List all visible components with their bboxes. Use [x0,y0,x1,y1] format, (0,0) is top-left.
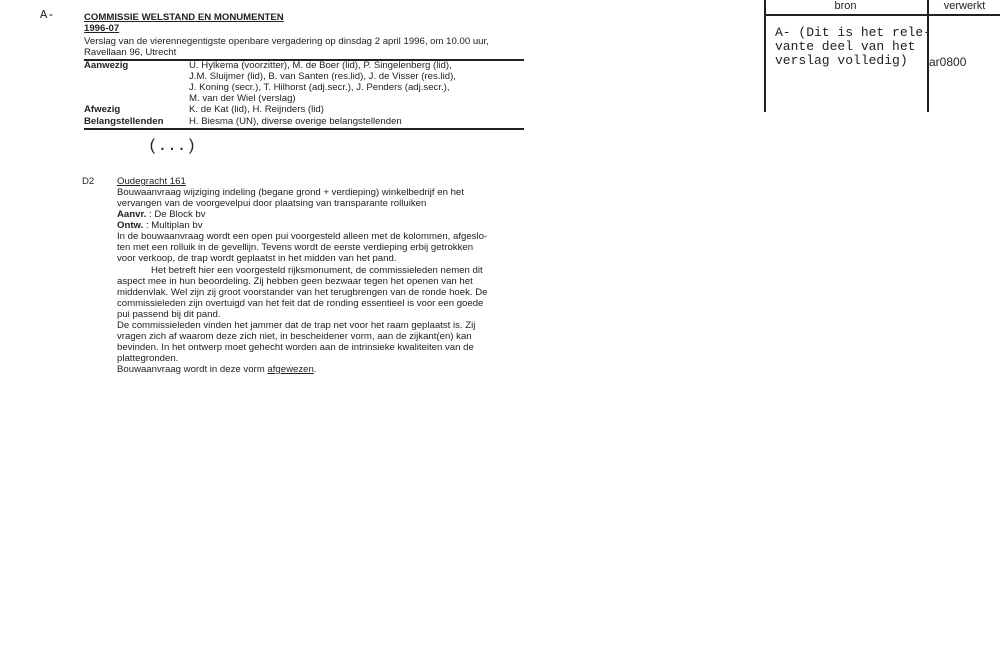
attendance-line: J. Koning (secr.), T. Hilhorst (adj.secr.), J. Penders (adj.secr.), [189,82,450,93]
designer-value: : Multiplan bv [145,220,203,231]
designer-label: Ontw. [117,220,144,231]
bron-line: A- (Dit is het rele- [775,25,932,40]
document-number: 1996-07 [84,23,120,34]
stakeholders-line: H. Biesma (UN), diverse overige belangstellenden [189,116,402,127]
column-header-bron: bron [834,0,857,12]
item-title: Oudegracht 161 [117,176,186,187]
divider [84,128,524,130]
table-border [764,14,1000,16]
column-header-verwerkt: verwerkt [943,0,986,12]
document-address: Ravellaan 96, Utrecht [84,47,177,58]
stakeholders-label: Belangstellenden [84,116,164,127]
attendance-line: J.M. Sluijmer (lid), B. van Santen (res.lid), J. de Visser (res.lid), [189,71,456,82]
document-subtitle: Verslag van de vierennegentigste openbare vergadering op dinsdag 2 april 1996, om 10.00 uur, [84,36,489,47]
table-border [764,0,766,112]
absent-line: K. de Kat (lid), H. Reijnders (lid) [189,104,324,115]
item-line: Bouwaanvraag wijziging indeling (begane grond + verdieping) winkelbedrijf en het [117,187,464,198]
bron-line: vante deel van het [775,39,916,54]
body-line: vragen zich af waarom deze zich niet, in bescheidener vorm, aan de zijkant(en) kan [117,331,472,342]
body-line: bevinden. In het ontwerp moet gehecht worden aan de intrinsieke kwaliteiten van de [117,342,474,353]
body-line: plattegronden. [117,353,179,364]
margin-marker: A- [40,8,55,22]
item-line: vervangen van de voorgevelpui door plaatsing van transparante rolluiken [117,198,427,209]
conclusion [117,364,316,375]
verwerkt-value: ar0800 [929,55,967,69]
body-line: De commissieleden vinden het jammer dat de trap net voor het raam geplaatst is. Zij [117,320,476,331]
absent-label: Afwezig [84,104,121,115]
bron-line: verslag volledig) [775,53,908,68]
body-line: ten met een rolluik in de gevellijn. Tevens wordt de eerste verdieping erbij getrokken [117,242,474,253]
conclusion-period: . [313,364,317,375]
decision: afgewezen [267,364,314,375]
attendance-label: Aanwezig [84,60,129,71]
attendance-line: M. van der Wiel (verslag) [189,93,296,104]
body-line: commissieleden zijn overtuigd van het feit dat de ronding essentieel is voor een goede [117,298,484,309]
designer [117,220,203,231]
body-line: voor verkoop, de trap wordt geplaatst in het midden van het pand. [117,253,397,264]
body-line: In de bouwaanvraag wordt een open pui voorgesteld alleen met de kolommen, afgeslo- [117,231,488,242]
body-line: Het betreft hier een voorgesteld rijksmonument, de commissieleden nemen dit [151,265,483,276]
body-line: aspect mee in hun beoordeling. Zij hebben geen bezwaar tegen het openen van het [117,276,473,287]
applicant-value: : De Block bv [149,209,206,220]
body-line: middenvlak. Wel zijn zij groot voorstander van het terugbrengen van de ronde hoek. De [117,287,488,298]
document-title: COMMISSIE WELSTAND EN MONUMENTEN [84,12,284,23]
conclusion-text: Bouwaanvraag wordt in deze vorm [117,364,268,375]
item-code: D2 [82,176,95,187]
omission-mark: (...) [148,137,197,155]
attendance-line: U. Hylkema (voorzitter), M. de Boer (lid), P. Singelenberg (lid), [189,60,452,71]
applicant-label: Aanvr. [117,209,147,220]
applicant [117,209,206,220]
body-line: pui passend bij dit pand. [117,309,221,320]
